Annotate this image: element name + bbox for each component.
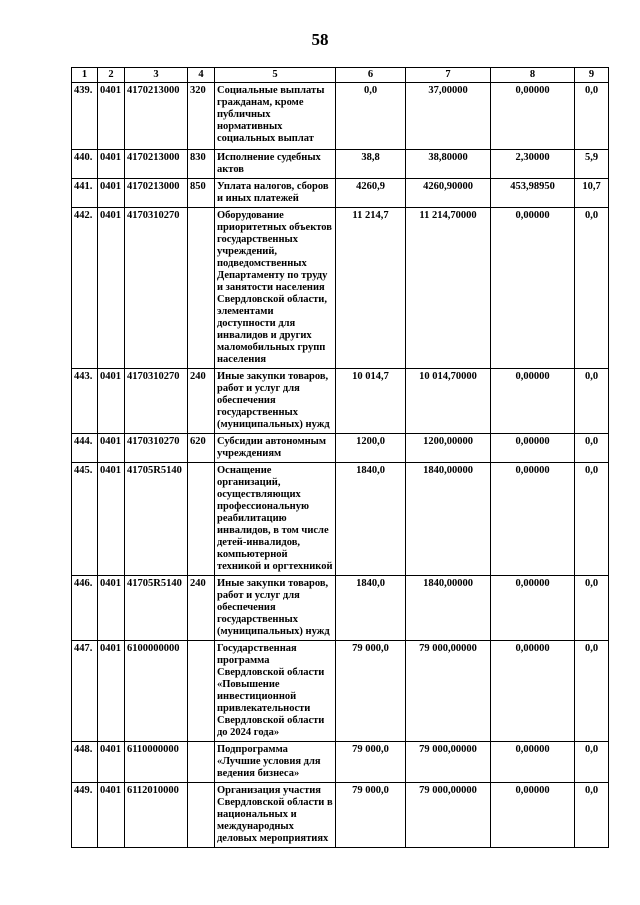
table-row: [72, 83, 609, 150]
section-code: 0401: [98, 179, 125, 208]
execution-percent: 0,0: [575, 434, 609, 463]
row-number: 441.: [72, 179, 98, 208]
amount-revised: 4260,90000: [406, 179, 491, 208]
table-row: [72, 179, 609, 208]
item-name: Иные закупки товаров, работ и услуг для обеспечения государственных (муниципальных) нужд: [215, 576, 336, 641]
amount-executed: 0,00000: [491, 83, 575, 150]
section-code: 0401: [98, 463, 125, 576]
table-row: [72, 783, 609, 848]
expense-type-code: 620: [188, 434, 215, 463]
expense-type-code: 850: [188, 179, 215, 208]
target-article-code: 41705R5140: [125, 576, 188, 641]
section-code: 0401: [98, 783, 125, 848]
section-code: 0401: [98, 83, 125, 150]
amount-revised: 79 000,00000: [406, 641, 491, 742]
amount-planned: 10 014,7: [336, 369, 406, 434]
section-code: 0401: [98, 208, 125, 369]
amount-executed: 0,00000: [491, 369, 575, 434]
amount-revised: 10 014,70000: [406, 369, 491, 434]
row-number: 449.: [72, 783, 98, 848]
amount-revised: 37,00000: [406, 83, 491, 150]
section-code: 0401: [98, 434, 125, 463]
amount-planned: 79 000,0: [336, 783, 406, 848]
column-header: 2: [98, 68, 125, 83]
row-number: 443.: [72, 369, 98, 434]
amount-executed: 0,00000: [491, 463, 575, 576]
amount-planned: 11 214,7: [336, 208, 406, 369]
amount-revised: 1840,00000: [406, 463, 491, 576]
header-row: [72, 68, 609, 83]
amount-revised: 79 000,00000: [406, 742, 491, 783]
row-number: 444.: [72, 434, 98, 463]
table-row: [72, 742, 609, 783]
target-article-code: 6100000000: [125, 641, 188, 742]
row-number: 442.: [72, 208, 98, 369]
expense-type-code: 240: [188, 576, 215, 641]
expense-type-code: [188, 742, 215, 783]
item-name: Государственная программа Свердловской области «Повышение инвестиционной привлекательности Свердловской области до 2024 года»: [215, 641, 336, 742]
row-number: 445.: [72, 463, 98, 576]
table-row: [72, 208, 609, 369]
amount-planned: 79 000,0: [336, 742, 406, 783]
expense-type-code: [188, 208, 215, 369]
row-number: 447.: [72, 641, 98, 742]
amount-executed: 0,00000: [491, 208, 575, 369]
amount-revised: 79 000,00000: [406, 783, 491, 848]
target-article-code: 41705R5140: [125, 463, 188, 576]
table-row: [72, 369, 609, 434]
expense-type-code: [188, 641, 215, 742]
target-article-code: 4170213000: [125, 179, 188, 208]
expense-type-code: 320: [188, 83, 215, 150]
expense-type-code: [188, 783, 215, 848]
amount-revised: 1840,00000: [406, 576, 491, 641]
execution-percent: 0,0: [575, 463, 609, 576]
section-code: 0401: [98, 641, 125, 742]
table-row: [72, 434, 609, 463]
amount-planned: 1200,0: [336, 434, 406, 463]
execution-percent: 0,0: [575, 742, 609, 783]
column-header: 1: [72, 68, 98, 83]
execution-percent: 10,7: [575, 179, 609, 208]
page-number: 58: [311, 30, 329, 49]
amount-executed: 0,00000: [491, 576, 575, 641]
amount-revised: 38,80000: [406, 150, 491, 179]
table-row: [72, 463, 609, 576]
column-header: 8: [491, 68, 575, 83]
section-code: 0401: [98, 150, 125, 179]
item-name: Исполнение судебных актов: [215, 150, 336, 179]
row-number: 448.: [72, 742, 98, 783]
execution-percent: 0,0: [575, 576, 609, 641]
row-number: 440.: [72, 150, 98, 179]
amount-revised: 11 214,70000: [406, 208, 491, 369]
execution-percent: 0,0: [575, 641, 609, 742]
amount-executed: 0,00000: [491, 641, 575, 742]
amount-executed: 0,00000: [491, 783, 575, 848]
column-header: 7: [406, 68, 491, 83]
expense-type-code: 830: [188, 150, 215, 179]
execution-percent: 0,0: [575, 83, 609, 150]
execution-percent: 0,0: [575, 369, 609, 434]
target-article-code: 4170213000: [125, 150, 188, 179]
execution-percent: 0,0: [575, 783, 609, 848]
section-code: 0401: [98, 369, 125, 434]
execution-percent: 5,9: [575, 150, 609, 179]
row-number: 439.: [72, 83, 98, 150]
section-code: 0401: [98, 742, 125, 783]
section-code: 0401: [98, 576, 125, 641]
item-name: Уплата налогов, сборов и иных платежей: [215, 179, 336, 208]
expense-type-code: 240: [188, 369, 215, 434]
expense-type-code: [188, 463, 215, 576]
target-article-code: 4170310270: [125, 434, 188, 463]
column-header: 4: [188, 68, 215, 83]
budget-table: [71, 67, 609, 848]
item-name: Организация участия Свердловской области в национальных и международных деловых мероприятиях: [215, 783, 336, 848]
amount-planned: 38,8: [336, 150, 406, 179]
item-name: Оборудование приоритетных объектов государственных учреждений, подведомственных Департаменту по труду и занятости населения Свердловской области, элементами доступности для инвалидов и других маломобильных групп населения: [215, 208, 336, 369]
target-article-code: 4170310270: [125, 208, 188, 369]
item-name: Оснащение организаций, осуществляющих профессиональную реабилитацию инвалидов, в том числе детей-инвалидов, компьютерной техникой и оргтехникой: [215, 463, 336, 576]
table-row: [72, 641, 609, 742]
item-name: Подпрограмма «Лучшие условия для ведения бизнеса»: [215, 742, 336, 783]
amount-planned: 79 000,0: [336, 641, 406, 742]
amount-planned: 4260,9: [336, 179, 406, 208]
item-name: Социальные выплаты гражданам, кроме публичных нормативных социальных выплат: [215, 83, 336, 150]
column-header: 5: [215, 68, 336, 83]
row-number: 446.: [72, 576, 98, 641]
amount-executed: 2,30000: [491, 150, 575, 179]
table-row: [72, 150, 609, 179]
column-header: 6: [336, 68, 406, 83]
amount-revised: 1200,00000: [406, 434, 491, 463]
amount-executed: 0,00000: [491, 742, 575, 783]
column-header: 9: [575, 68, 609, 83]
target-article-code: 6110000000: [125, 742, 188, 783]
execution-percent: 0,0: [575, 208, 609, 369]
target-article-code: 4170310270: [125, 369, 188, 434]
amount-planned: 1840,0: [336, 576, 406, 641]
column-header: 3: [125, 68, 188, 83]
amount-executed: 453,98950: [491, 179, 575, 208]
item-name: Иные закупки товаров, работ и услуг для обеспечения государственных (муниципальных) нужд: [215, 369, 336, 434]
amount-executed: 0,00000: [491, 434, 575, 463]
target-article-code: 4170213000: [125, 83, 188, 150]
amount-planned: 0,0: [336, 83, 406, 150]
target-article-code: 6112010000: [125, 783, 188, 848]
table-row: [72, 576, 609, 641]
amount-planned: 1840,0: [336, 463, 406, 576]
item-name: Субсидии автономным учреждениям: [215, 434, 336, 463]
